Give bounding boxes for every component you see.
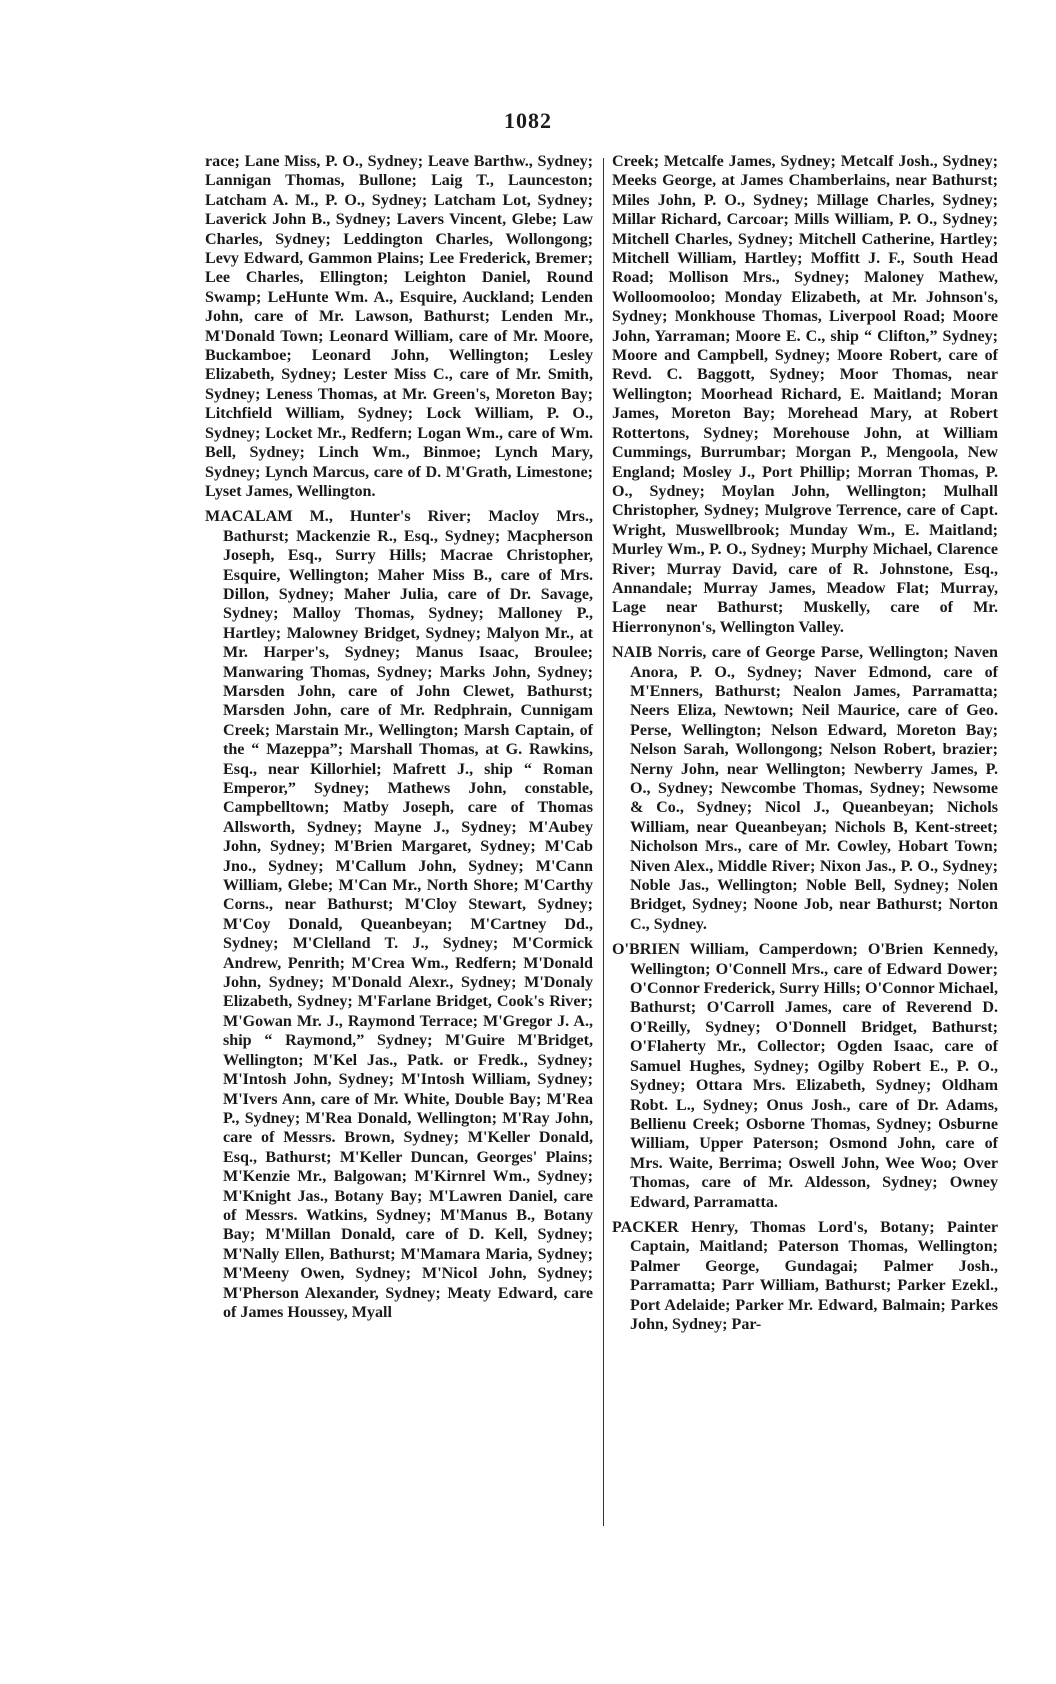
entry-paragraph-n: NAIB Norris, care of George Parse, Wellington; Naven Anora, P. O., Sydney; Naver Edmond, care of M'Enners, Bathurst; Nealon James, Parramatta; Neers Eliza, Newtown; Neil Maurice, care of Geo. Perse, Wellington; Nelson Edward, Moreton Bay; Nelson Sarah, Wollongong; Nelson Robert, brazier; Nerny John, near Wellington; Newberry James, P. O., Sydney; Newcombe Thomas, Sydney; Newsome & Co., Sydney; Nicol J., Queanbeyan; Nichols William, near Queanbeyan; Nichols B, Kent-street; Nicholson Mrs., care of Mr. Cowley, Hobart Town; Niven Alex., Middle River; Nixon Jas., P. O., Sydney; Noble Jas., Wellington; Noble Bell, Sydney; Nolen Bridget, Sydney; Noone Job, near Bathurst; Norton C., Sydney. [612, 644, 998, 933]
left-column [205, 152, 593, 1328]
page-number: 1082 [504, 108, 552, 133]
right-column [612, 152, 998, 1340]
column-divider [603, 158, 604, 1526]
entry-paragraph-mac: MACALAM M., Hunter's River; Macloy Mrs., Bathurst; Mackenzie R., Esq., Sydney; Macpherson Joseph, Esq., Surry Hills; Macrae Christopher, Esquire, Wellington; Maher Miss B., care of Mrs. Dillon, Sydney; Maher Julia, care of Dr. Savage, Sydney; Malloy Thomas, Sydney; Malloney P., Hartley; Malowney Bridget, Sydney; Malyon Mr., at Mr. Harper's, Sydney; Manus Isaac, Broulee; Manwaring Thomas, Sydney; Marks John, Sydney; Marsden John, care of John Clewet, Bathurst; Marsden John, care of Mr. Redphrain, Cunnigam Creek; Marstain Mr., Wellington; Marsh Captain, of the “ Mazeppa”; Marshall Thomas, at G. Rawkins, Esq., near Killorhiel; Mafrett J., ship “ Roman Emperor,” Sydney; Mathews John, constable, Campbelltown; Matby Joseph, care of Thomas Allsworth, Sydney; Mayne J., Sydney; M'Aubey John, Sydney; M'Brien Margaret, Sydney; M'Cab Jno., Sydney; M'Callum John, Sydney; M'Cann William, Glebe; M'Can Mr., North Shore; M'Carthy Corns., near Bathurst; M'Cloy Stewart, Sydney; M'Coy Donald, Queanbeyan; M'Cartney Dd., Sydney; M'Clelland T. J., Sydney; M'Cormick Andrew, Penrith; M'Crea Wm., Redfern; M'Donald John, Sydney; M'Donald Alexr., Sydney; M'Donaly Elizabeth, Sydney; M'Farlane Bridget, Cook's River; M'Gowan Mr. J., Raymond Terrace; M'Gregor J. A., ship “ Raymond,” Sydney; M'Guire M'Bridget, Wellington; M'Kel Jas., Patk. or Fredk., Sydney; M'Intosh John, Sydney; M'Intosh William, Sydney; M'Ivers Ann, care of Mr. White, Double Bay; M'Rea P., Sydney; M'Rea Donald, Wellington; M'Ray John, care of Messrs. Brown, Sydney; M'Keller Donald, Esq., Bathurst; M'Keller Duncan, Georges' Plains; M'Kenzie Mr., Balgowan; M'Kirnrel Wm., Sydney; M'Knight Jas., Botany Bay; M'Lawren Daniel, care of Messrs. Watkins, Sydney; M'Manus B., Botany Bay; M'Millan Donald, care of D. Kell, Sydney; M'Nally Ellen, Bathurst; M'Mamara Maria, Sydney; M'Meeny Owen, Sydney; M'Nicol John, Sydney; M'Pherson Alexander, Sydney; Meaty Edward, care of James Houssey, Myall [205, 508, 593, 1321]
entry-paragraph-p: PACKER Henry, Thomas Lord's, Botany; Painter Captain, Maitland; Paterson Thomas, Wellington; Palmer George, Gundagai; Palmer Josh., Parramatta; Parr William, Bathurst; Parker Ezekl., Port Adelaide; Parker Mr. Edward, Balmain; Parkes John, Sydney; Par- [612, 1218, 998, 1333]
entry-paragraph-m-continuation: Creek; Metcalfe James, Sydney; Metcalf Josh., Sydney; Meeks George, at James Chamberlains, near Bathurst; Miles John, P. O., Sydney; Millage Charles, Sydney; Millar Richard, Carcoar; Mills William, P. O., Sydney; Mitchell Charles, Sydney; Mitchell Catherine, Hartley; Mitchell William, Hartley; Moffitt J. F., South Head Road; Mollison Mrs., Sydney; Maloney Mathew, Wolloomooloo; Monday Elizabeth, at Mr. Johnson's, Sydney; Monkhouse Thomas, Liverpool Road; Moore John, Yarraman; Moore E. C., ship “ Clifton,” Sydney; Moore and Campbell, Sydney; Moore Robert, care of Revd. C. Baggott, Sydney; Moor Thomas, near Wellington; Moorhead Richard, E. Maitland; Moran James, Moreton Bay; Morehead Mary, at Robert Rottertons, Sydney; Morehouse John, at William Cummings, Burrumbar; Morgan P., Mengoola, New England; Mosley J., Port Phillip; Morran Thomas, P. O., Sydney; Moylan John, Wellington; Mulhall Christopher, Sydney; Mulgrove Terrence, care of Capt. Wright, Muswellbrook; Munday Wm., E. Maitland; Murley Wm., P. O., Sydney; Murphy Michael, Clarence River; Murray David, care of R. Johnstone, Esq., Annandale; Murray James, Meadow Flat; Murray, Lage near Bathurst; Muskelly, care of Mr. Hierronynon's, Wellington Valley. [612, 153, 998, 636]
entry-paragraph-o: O'BRIEN William, Camperdown; O'Brien Kennedy, Wellington; O'Connell Mrs., care of Edward Dower; O'Connor Frederick, Surry Hills; O'Connor Michael, Bathurst; O'Carroll James, care of Reverend D. O'Reilly, Sydney; O'Donnell Bridget, Bathurst; O'Flaherty Mr., Collector; Ogden Isaac, care of Samuel Hughes, Sydney; Ogilby Robert E., P. O., Sydney; Ottara Mrs. Elizabeth, Sydney; Oldham Robt. L., Sydney; Onus Josh., care of Dr. Adams, Bellienu Creek; Osborne Thomas, Sydney; Osburne William, Upper Paterson; Osmond John, care of Mrs. Waite, Berrima; Oswell John, Wee Woo; Over Thomas, care of Mr. Aldesson, Sydney; Owney Edward, Parramatta. [612, 941, 998, 1211]
entry-paragraph-l-continuation: race; Lane Miss, P. O., Sydney; Leave Barthw., Sydney; Lannigan Thomas, Bullone; Laig T., Launceston; Latcham A. M., P. O., Sydney; Latcham Lot, Sydney; Laverick John B., Sydney; Lavers Vincent, Glebe; Law Charles, Sydney; Leddington Charles, Wollongong; Levy Edward, Gammon Plains; Lee Frederick, Bremer; Lee Charles, Ellington; Leighton Daniel, Round Swamp; LeHunte Wm. A., Esquire, Auckland; Lenden John, care of Mr. Lawson, Bathurst; Lenden Mr., M'Donald Town; Leonard William, care of Mr. Moore, Buckamboe; Leonard John, Wellington; Lesley Elizabeth, Sydney; Lester Miss C., care of Mr. Smith, Sydney; Leness Thomas, at Mr. Green's, Moreton Bay; Litchfield William, Sydney; Lock William, P. O., Sydney; Locket Mr., Redfern; Logan Wm., care of Wm. Bell, Sydney; Linch Wm., Binmoe; Lynch Mary, Sydney; Lynch Marcus, care of D. M'Grath, Limestone; Lyset James, Wellington. [205, 153, 593, 500]
